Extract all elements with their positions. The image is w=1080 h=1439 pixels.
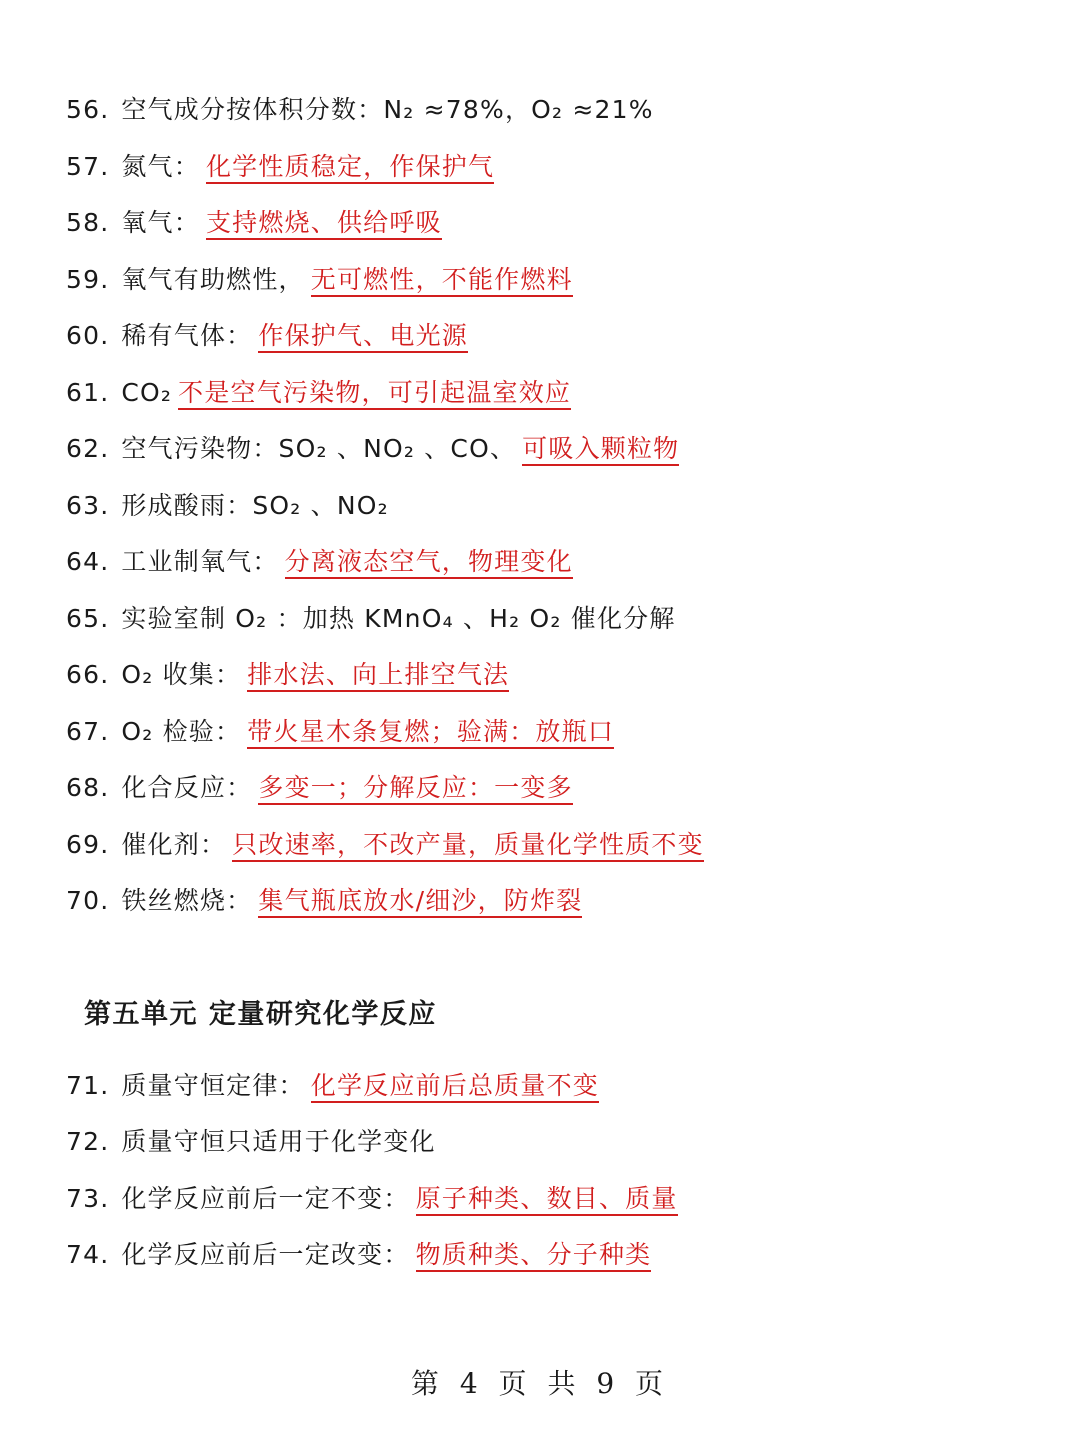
item-answer: 多变一；分解反应：一变多	[258, 773, 572, 805]
item-answer: 化学反应前后总质量不变	[311, 1071, 599, 1103]
item-text: 催化剂：	[121, 830, 227, 859]
item-text: 氮气：	[121, 152, 200, 181]
list-item	[66, 825, 704, 865]
list-item	[66, 1235, 651, 1275]
item-text: 氧气有助燃性，	[121, 265, 305, 294]
item-text: 铁丝燃烧：	[121, 886, 253, 915]
item-answer: 排水法、向上排空气法	[247, 660, 509, 692]
item-text: O₂ 收集：	[121, 660, 242, 689]
item-answer: 作保护气、电光源	[258, 321, 468, 353]
item-answer: 原子种类、数目、质量	[416, 1184, 678, 1216]
list-item	[66, 768, 573, 808]
item-number: 58.	[66, 208, 110, 237]
item-text: 形成酸雨：SO₂ 、NO₂	[121, 491, 389, 520]
list-item	[66, 542, 573, 582]
list-item	[66, 1122, 436, 1162]
item-text: O₂ 检验：	[121, 717, 242, 746]
list-item	[66, 599, 676, 639]
list-item	[66, 881, 582, 921]
item-text: 空气成分按体积分数：N₂ ≈78%，O₂ ≈21%	[121, 95, 654, 124]
item-answer: 不是空气污染物，可引起温室效应	[178, 378, 571, 410]
list-item	[66, 147, 494, 187]
list-item	[66, 373, 571, 413]
item-number: 60.	[66, 321, 110, 350]
item-number: 69.	[66, 830, 110, 859]
item-number: 68.	[66, 773, 110, 802]
item-text: 实验室制 O₂ ：加热 KMnO₄ 、H₂ O₂ 催化分解	[121, 604, 676, 633]
item-text: 化学反应前后一定改变：	[121, 1240, 410, 1269]
item-answer: 只改速率，不改产量，质量化学性质不变	[232, 830, 704, 862]
item-number: 62.	[66, 434, 110, 463]
item-answer: 分离液态空气，物理变化	[285, 547, 573, 579]
item-answer: 可吸入颗粒物	[522, 434, 679, 466]
item-number: 70.	[66, 886, 110, 915]
item-number: 63.	[66, 491, 110, 520]
item-text: 空气污染物：SO₂ 、NO₂ 、CO、	[121, 434, 517, 463]
section-title: 第五单元 定量研究化学反应	[84, 999, 437, 1030]
item-answer: 化学性质稳定，作保护气	[206, 152, 494, 184]
list-item	[66, 203, 442, 243]
item-answer: 带火星木条复燃；验满：放瓶口	[247, 717, 614, 749]
item-text: 化合反应：	[121, 773, 253, 802]
item-text: 稀有气体：	[121, 321, 253, 350]
item-text: 质量守恒只适用于化学变化	[121, 1127, 436, 1156]
list-item	[66, 429, 679, 469]
item-number: 56.	[66, 95, 110, 124]
list-item	[66, 260, 573, 300]
item-number: 72.	[66, 1127, 110, 1156]
item-number: 61.	[66, 378, 110, 407]
list-item	[66, 1066, 599, 1106]
item-number: 57.	[66, 152, 110, 181]
page-number: 第 4 页 共 9 页	[410, 1367, 670, 1400]
list-item	[66, 655, 509, 695]
item-text: 氧气：	[121, 208, 200, 237]
item-number: 65.	[66, 604, 110, 633]
item-text: 化学反应前后一定不变：	[121, 1184, 410, 1213]
item-number: 73.	[66, 1184, 110, 1213]
list-item	[66, 316, 468, 356]
item-text: CO₂	[121, 378, 173, 407]
item-number: 59.	[66, 265, 110, 294]
list-item	[66, 486, 389, 526]
item-number: 67.	[66, 717, 110, 746]
item-text: 质量守恒定律：	[121, 1071, 305, 1100]
list-item	[66, 1179, 678, 1219]
list-item	[66, 712, 614, 752]
item-number: 74.	[66, 1240, 110, 1269]
item-text: 工业制氧气：	[121, 547, 279, 576]
item-number: 64.	[66, 547, 110, 576]
item-number: 71.	[66, 1071, 110, 1100]
item-number: 66.	[66, 660, 110, 689]
item-answer: 无可燃性，不能作燃料	[311, 265, 573, 297]
item-answer: 支持燃烧、供给呼吸	[206, 208, 442, 240]
item-answer: 物质种类、分子种类	[416, 1240, 652, 1272]
list-item	[66, 90, 654, 130]
item-answer: 集气瓶底放水/细沙，防炸裂	[258, 886, 582, 918]
